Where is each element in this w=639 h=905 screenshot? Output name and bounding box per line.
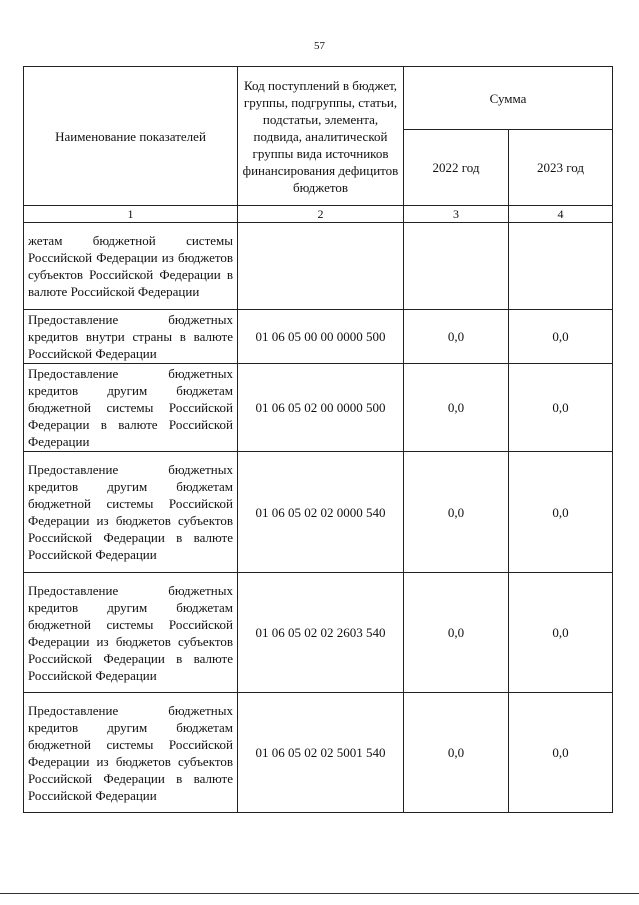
footer-divider [0, 893, 639, 894]
row-code: 01 06 05 02 02 5001 540 [238, 693, 404, 813]
row-code: 01 06 05 00 00 0000 500 [238, 310, 404, 364]
row-value-2022: 0,0 [404, 573, 509, 693]
header-sum: Сумма [404, 67, 613, 130]
row-code [238, 223, 404, 310]
row-name: Предоставление бюджетных кредитов другим бюджетам бюджетной системы Российской Федерации из бюджетов субъектов Российской Федерации в валюте Российской Федерации [24, 452, 238, 573]
row-value-2023: 0,0 [509, 364, 613, 452]
table-row [24, 364, 613, 452]
row-value-2023: 0,0 [509, 693, 613, 813]
table-row [24, 573, 613, 693]
column-number: 4 [509, 206, 613, 223]
row-name: Предоставление бюджетных кредитов внутри страны в валюте Российской Федерации [24, 310, 238, 364]
row-value-2023: 0,0 [509, 573, 613, 693]
row-value-2022: 0,0 [404, 310, 509, 364]
row-value-2023: 0,0 [509, 310, 613, 364]
row-code: 01 06 05 02 00 0000 500 [238, 364, 404, 452]
table-row [24, 310, 613, 364]
row-name: жетам бюджетной системы Российской Федерации из бюджетов субъектов Российской Федерации в валюте Российской Федерации [24, 223, 238, 310]
column-number: 2 [238, 206, 404, 223]
row-value-2023: 0,0 [509, 452, 613, 573]
row-value-2023 [509, 223, 613, 310]
header-name: Наименование показателей [24, 67, 238, 206]
row-name: Предоставление бюджетных кредитов другим бюджетам бюджетной системы Российской Федерации из бюджетов субъектов Российской Федерации в валюте Российской Федерации [24, 573, 238, 693]
column-number: 3 [404, 206, 509, 223]
row-name: Предоставление бюджетных кредитов другим бюджетам бюджетной системы Российской Федерации в валюте Российской Федерации [24, 364, 238, 452]
row-value-2022: 0,0 [404, 452, 509, 573]
page-number: 57 [314, 40, 325, 52]
table-row [24, 452, 613, 573]
row-value-2022 [404, 223, 509, 310]
header-code: Код поступлений в бюджет, группы, подгруппы, статьи, подстатьи, элемента, подвида, аналитической группы вида источников финансирования дефицитов бюджетов [238, 67, 404, 206]
row-value-2022: 0,0 [404, 364, 509, 452]
table-row [24, 223, 613, 310]
row-value-2022: 0,0 [404, 693, 509, 813]
header-year-2022: 2022 год [404, 130, 509, 206]
column-number: 1 [24, 206, 238, 223]
column-number-row [24, 206, 613, 223]
header-year-2023: 2023 год [509, 130, 613, 206]
row-code: 01 06 05 02 02 0000 540 [238, 452, 404, 573]
budget-sources-table [23, 66, 613, 813]
table-row [24, 693, 613, 813]
row-code: 01 06 05 02 02 2603 540 [238, 573, 404, 693]
row-name: Предоставление бюджетных кредитов другим бюджетам бюджетной системы Российской Федерации из бюджетов субъектов Российской Федерации в валюте Российской Федерации [24, 693, 238, 813]
